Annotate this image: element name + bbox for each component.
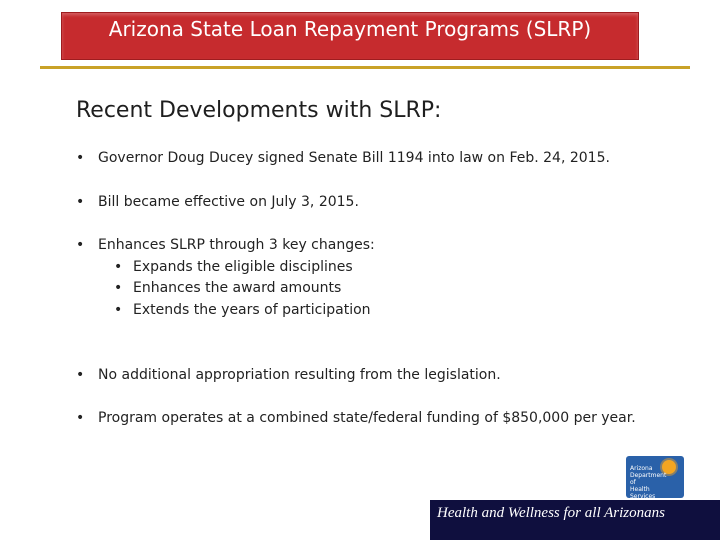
sub-bullet-text: Extends the years of participation (133, 302, 371, 318)
bullet-item (76, 410, 636, 426)
bullet-icon: • (76, 150, 85, 166)
sub-bullet-text: Enhances the award amounts (133, 280, 342, 296)
title-banner (61, 12, 639, 60)
bullet-icon: • (114, 280, 123, 296)
sub-bullet-item (114, 280, 341, 296)
footer-tagline: Health and Wellness for all Arizonans (437, 505, 665, 521)
sub-bullet-text: Expands the eligible disciplines (133, 259, 353, 275)
adhs-logo (626, 456, 684, 498)
bullet-icon: • (76, 410, 85, 426)
bullet-text: Bill became effective on July 3, 2015. (98, 194, 359, 210)
sub-bullet-item (114, 302, 371, 318)
bullet-text: Enhances SLRP through 3 key changes: (98, 237, 375, 253)
bullet-icon: • (76, 367, 85, 383)
bullet-item (76, 194, 359, 210)
section-heading: Recent Developments with SLRP: (76, 98, 442, 123)
bullet-item (76, 237, 375, 253)
bullet-icon: • (114, 302, 123, 318)
bullet-icon: • (76, 194, 85, 210)
logo-line: Health Services (630, 486, 656, 500)
logo-line: Arizona (630, 465, 653, 472)
logo-text (630, 465, 670, 500)
bullet-text: No additional appropriation resulting from the legislation. (98, 367, 501, 383)
bullet-item (76, 367, 501, 383)
bullet-icon: • (76, 237, 85, 253)
bullet-icon: • (114, 259, 123, 275)
bullet-text: Governor Doug Ducey signed Senate Bill 1194 into law on Feb. 24, 2015. (98, 150, 610, 166)
bullet-item (76, 150, 610, 166)
logo-line: Department of (630, 472, 667, 486)
divider-rule (40, 66, 690, 69)
sub-bullet-item (114, 259, 353, 275)
bullet-text: Program operates at a combined state/federal funding of $850,000 per year. (98, 410, 636, 426)
page-title: Arizona State Loan Repayment Programs (SLRP) (108, 17, 592, 41)
